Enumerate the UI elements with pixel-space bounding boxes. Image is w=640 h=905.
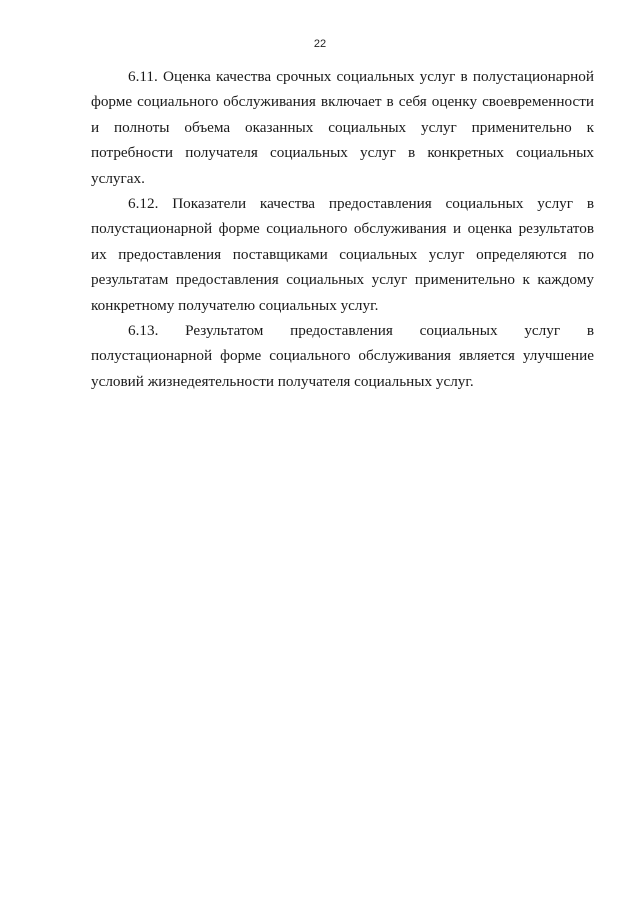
document-body: [91, 64, 594, 394]
paragraph-6-13: 6.13. Результатом предоставления социальных услуг в полустационарной форме социального обслуживания является улучшение условий жизнедеятельности получателя социальных услуг.: [91, 322, 594, 390]
paragraph-6-12: 6.12. Показатели качества предоставления социальных услуг в полустационарной форме социального обслуживания и оценка результатов их предоставления поставщиками социальных услуг определяются по результатам предоставления социальных услуг применительно к каждому конкретному получателю социальных услуг.: [91, 195, 594, 314]
paragraph-6-11: 6.11. Оценка качества срочных социальных услуг в полустационарной форме социального обслуживания включает в себя оценку своевременности и полноты объема оказанных социальных услуг применительно к потребности получателя социальных услуг в конкретных социальных услугах.: [91, 68, 594, 187]
page-number: 22: [313, 38, 327, 50]
